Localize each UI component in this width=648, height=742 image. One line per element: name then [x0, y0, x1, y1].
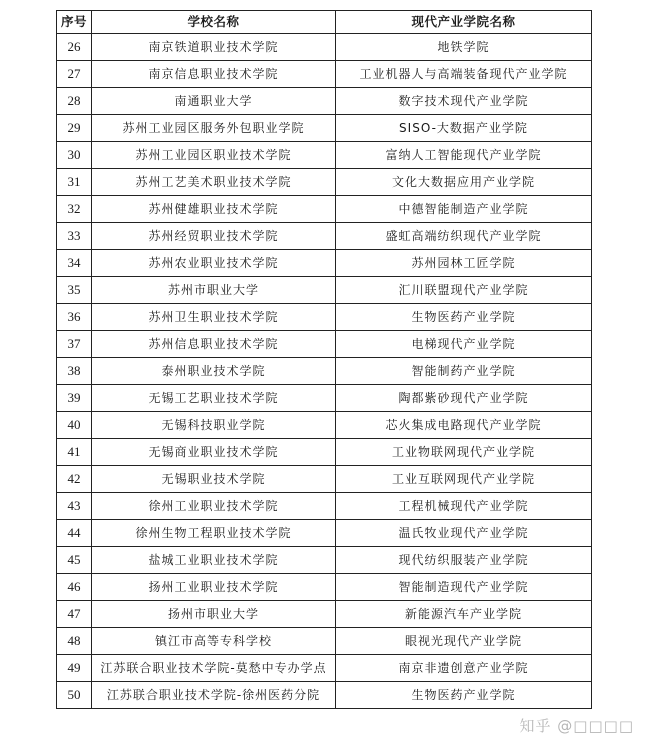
row-number: 39	[57, 385, 92, 412]
school-name: 徐州生物工程职业技术学院	[92, 520, 336, 547]
school-name: 扬州市职业大学	[92, 601, 336, 628]
college-name: 中德智能制造产业学院	[336, 196, 592, 223]
table-row	[57, 358, 592, 385]
table-row	[57, 88, 592, 115]
row-number: 34	[57, 250, 92, 277]
college-name: 智能制药产业学院	[336, 358, 592, 385]
table-row	[57, 628, 592, 655]
table-row	[57, 61, 592, 88]
table-row	[57, 169, 592, 196]
college-name: 新能源汽车产业学院	[336, 601, 592, 628]
table-row	[57, 466, 592, 493]
school-name: 无锡商业职业技术学院	[92, 439, 336, 466]
college-name: 工程机械现代产业学院	[336, 493, 592, 520]
school-name: 南通职业大学	[92, 88, 336, 115]
row-number: 31	[57, 169, 92, 196]
college-name: 工业物联网现代产业学院	[336, 439, 592, 466]
table-row	[57, 547, 592, 574]
row-number: 40	[57, 412, 92, 439]
row-number: 42	[57, 466, 92, 493]
school-name: 苏州工艺美术职业技术学院	[92, 169, 336, 196]
table-row	[57, 277, 592, 304]
table-row	[57, 439, 592, 466]
school-name: 无锡职业技术学院	[92, 466, 336, 493]
table-row	[57, 250, 592, 277]
row-number: 33	[57, 223, 92, 250]
school-name: 苏州工业园区服务外包职业学院	[92, 115, 336, 142]
table-row	[57, 142, 592, 169]
row-number: 27	[57, 61, 92, 88]
school-name: 盐城工业职业技术学院	[92, 547, 336, 574]
row-number: 36	[57, 304, 92, 331]
table-row	[57, 655, 592, 682]
row-number: 50	[57, 682, 92, 709]
college-name: 现代纺织服装产业学院	[336, 547, 592, 574]
school-name: 苏州农业职业技术学院	[92, 250, 336, 277]
college-name: 温氏牧业现代产业学院	[336, 520, 592, 547]
college-name: 苏州园林工匠学院	[336, 250, 592, 277]
school-name: 无锡工艺职业技术学院	[92, 385, 336, 412]
table-row	[57, 601, 592, 628]
school-name: 镇江市高等专科学校	[92, 628, 336, 655]
row-number: 26	[57, 34, 92, 61]
college-name: 工业机器人与高端装备现代产业学院	[336, 61, 592, 88]
college-name: SISO-大数据产业学院	[336, 115, 592, 142]
table-row	[57, 412, 592, 439]
row-number: 29	[57, 115, 92, 142]
school-name: 徐州工业职业技术学院	[92, 493, 336, 520]
school-name: 苏州市职业大学	[92, 277, 336, 304]
college-name: 南京非遗创意产业学院	[336, 655, 592, 682]
table-row	[57, 223, 592, 250]
table-header-row	[57, 11, 592, 34]
college-name: 汇川联盟现代产业学院	[336, 277, 592, 304]
college-name: 陶都紫砂现代产业学院	[336, 385, 592, 412]
row-number: 28	[57, 88, 92, 115]
row-number: 35	[57, 277, 92, 304]
school-name: 江苏联合职业技术学院-徐州医药分院	[92, 682, 336, 709]
college-name: 生物医药产业学院	[336, 682, 592, 709]
table-body	[57, 34, 592, 709]
school-name: 南京铁道职业技术学院	[92, 34, 336, 61]
row-number: 47	[57, 601, 92, 628]
school-name: 苏州信息职业技术学院	[92, 331, 336, 358]
table-row	[57, 520, 592, 547]
college-name: 文化大数据应用产业学院	[336, 169, 592, 196]
table-row	[57, 34, 592, 61]
row-number: 49	[57, 655, 92, 682]
college-name: 电梯现代产业学院	[336, 331, 592, 358]
row-number: 32	[57, 196, 92, 223]
row-number: 46	[57, 574, 92, 601]
college-name: 智能制造现代产业学院	[336, 574, 592, 601]
row-number: 41	[57, 439, 92, 466]
school-name: 泰州职业技术学院	[92, 358, 336, 385]
row-number: 37	[57, 331, 92, 358]
table-row	[57, 115, 592, 142]
table-row	[57, 493, 592, 520]
school-name: 江苏联合职业技术学院-莫愁中专办学点	[92, 655, 336, 682]
school-name: 苏州卫生职业技术学院	[92, 304, 336, 331]
college-name: 盛虹高端纺织现代产业学院	[336, 223, 592, 250]
row-number: 48	[57, 628, 92, 655]
watermark-text: 知乎 @□□□□	[519, 717, 634, 735]
header-school: 学校名称	[92, 11, 336, 34]
school-name: 苏州健雄职业技术学院	[92, 196, 336, 223]
table-row	[57, 196, 592, 223]
table-row	[57, 304, 592, 331]
college-name: 芯火集成电路现代产业学院	[336, 412, 592, 439]
college-name: 地铁学院	[336, 34, 592, 61]
college-name: 富纳人工智能现代产业学院	[336, 142, 592, 169]
header-college: 现代产业学院名称	[336, 11, 592, 34]
school-name: 扬州工业职业技术学院	[92, 574, 336, 601]
school-name: 苏州经贸职业技术学院	[92, 223, 336, 250]
industry-college-table	[56, 10, 592, 709]
college-name: 生物医药产业学院	[336, 304, 592, 331]
table-row	[57, 331, 592, 358]
table-row	[57, 682, 592, 709]
college-name: 数字技术现代产业学院	[336, 88, 592, 115]
table-row	[57, 574, 592, 601]
row-number: 38	[57, 358, 92, 385]
row-number: 43	[57, 493, 92, 520]
row-number: 45	[57, 547, 92, 574]
header-num: 序号	[57, 11, 92, 34]
school-name: 南京信息职业技术学院	[92, 61, 336, 88]
school-name: 苏州工业园区职业技术学院	[92, 142, 336, 169]
college-name: 眼视光现代产业学院	[336, 628, 592, 655]
row-number: 44	[57, 520, 92, 547]
college-name: 工业互联网现代产业学院	[336, 466, 592, 493]
school-name: 无锡科技职业学院	[92, 412, 336, 439]
row-number: 30	[57, 142, 92, 169]
table-row	[57, 385, 592, 412]
